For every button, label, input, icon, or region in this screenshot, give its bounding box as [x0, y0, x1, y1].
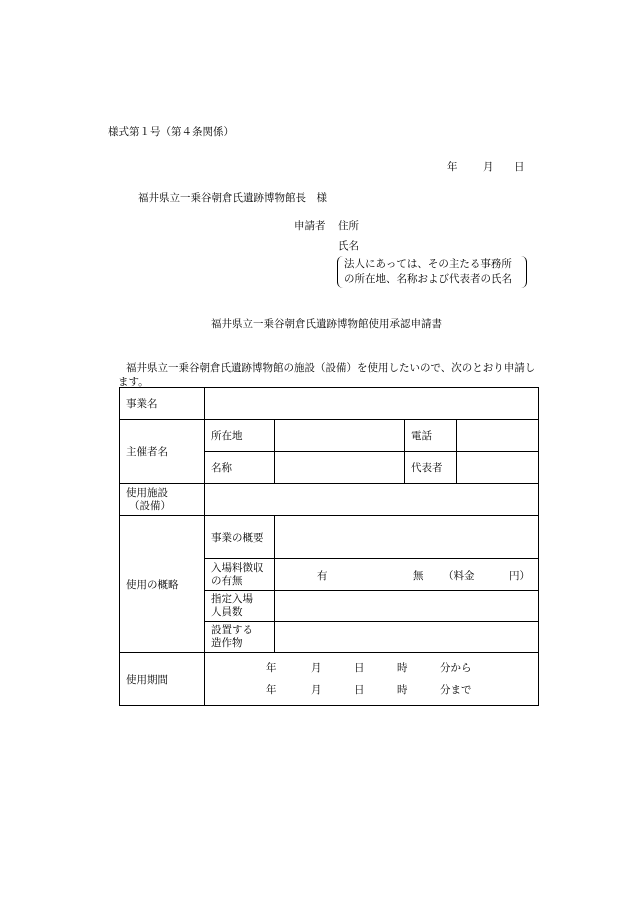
- structure-label: 設置する 造作物: [205, 622, 275, 653]
- facility-field[interactable]: [205, 484, 539, 516]
- application-table: [119, 387, 539, 706]
- addressee: 福井県立一乗谷朝倉氏遺跡博物館長 様: [138, 192, 327, 204]
- fee-yen-label: 円）: [509, 570, 530, 582]
- form-number: 様式第１号（第４条関係）: [108, 126, 234, 138]
- fee-field[interactable]: [275, 559, 539, 591]
- applicant-label: 申請者: [294, 220, 326, 232]
- event-name-label: 事業名: [120, 388, 205, 420]
- fee-yes[interactable]: 有: [317, 570, 328, 582]
- date-month: 月: [483, 161, 494, 173]
- org-name-field[interactable]: [275, 452, 405, 484]
- phone-label: 電話: [405, 420, 457, 452]
- event-summary-field[interactable]: [275, 516, 539, 559]
- location-label: 所在地: [205, 420, 275, 452]
- capacity-field[interactable]: [275, 591, 539, 622]
- period-start[interactable]: 年 月 日 時 分から: [266, 662, 472, 674]
- organizer-label: 主催者名: [120, 420, 205, 484]
- phone-field[interactable]: [457, 420, 539, 452]
- fee-amount-label: （料金: [443, 570, 475, 582]
- capacity-label: 指定入場 人員数: [205, 591, 275, 622]
- intro-line2: ます。: [118, 376, 149, 388]
- intro-line1: 福井県立一乗谷朝倉氏遺跡博物館の施設（設備）を使用したいので、次のとおり申請し: [126, 362, 536, 374]
- event-name-field[interactable]: [205, 388, 539, 420]
- structure-field[interactable]: [275, 622, 539, 653]
- fee-label: 入場料徴収 の有無: [205, 559, 275, 591]
- facility-label: 使用施設 （設備）: [120, 484, 205, 516]
- date-day: 日: [514, 161, 525, 173]
- representative-field[interactable]: [457, 452, 539, 484]
- overview-label: 使用の概略: [120, 516, 205, 653]
- period-end[interactable]: 年 月 日 時 分まで: [266, 684, 472, 696]
- fee-no[interactable]: 無: [413, 570, 424, 582]
- period-field[interactable]: [205, 653, 539, 706]
- date-year: 年: [447, 161, 458, 173]
- event-summary-label: 事業の概要: [205, 516, 275, 559]
- representative-label: 代表者: [405, 452, 457, 484]
- corporate-note: [344, 257, 512, 287]
- corporate-note-line2: の所在地、名称および代表者の氏名: [344, 273, 512, 285]
- address-label: 住所: [338, 220, 359, 232]
- corporate-note-line1: 法人にあっては、その主たる事務所: [344, 258, 512, 270]
- name-label: 氏名: [338, 240, 359, 252]
- location-field[interactable]: [275, 420, 405, 452]
- document-title: 福井県立一乗谷朝倉氏遺跡博物館使用承認申請書: [211, 318, 442, 330]
- period-label: 使用期間: [120, 653, 205, 706]
- org-name-label: 名称: [205, 452, 275, 484]
